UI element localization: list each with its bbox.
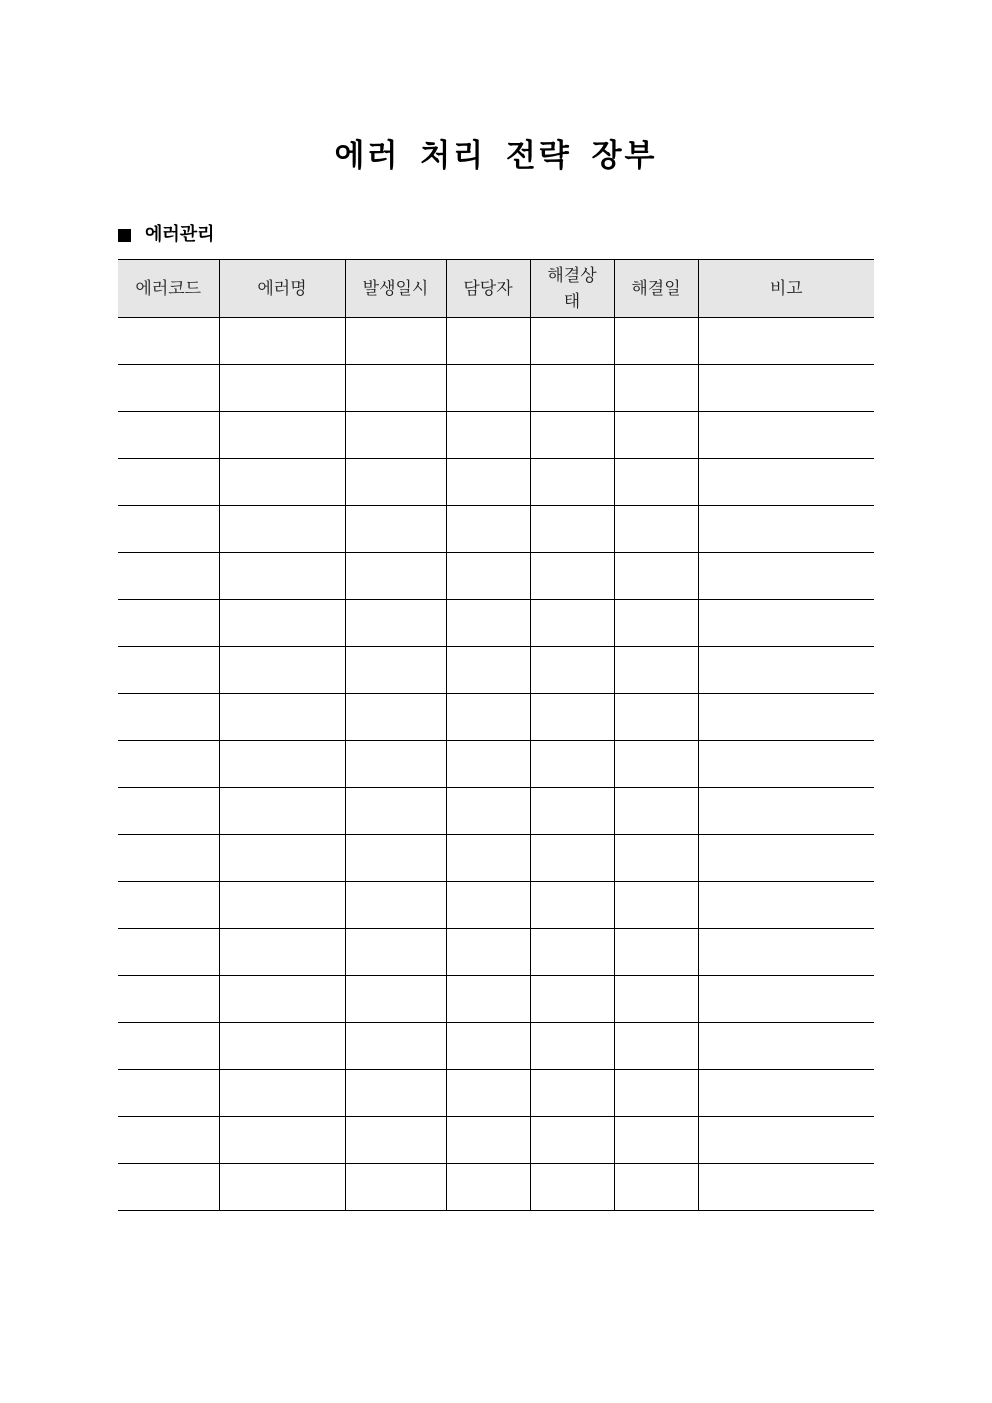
table-cell[interactable] xyxy=(118,506,219,553)
table-cell[interactable] xyxy=(446,1117,530,1164)
table-cell[interactable] xyxy=(698,506,874,553)
table-cell[interactable] xyxy=(446,506,530,553)
table-cell[interactable] xyxy=(219,694,345,741)
table-cell[interactable] xyxy=(118,1164,219,1211)
table-cell[interactable] xyxy=(118,976,219,1023)
table-cell[interactable] xyxy=(698,741,874,788)
table-cell[interactable] xyxy=(614,1023,698,1070)
table-row xyxy=(118,412,874,459)
table-cell[interactable] xyxy=(446,788,530,835)
table-cell[interactable] xyxy=(345,459,446,506)
table-cell[interactable] xyxy=(219,365,345,412)
header-error-name: 에러명 xyxy=(219,260,345,318)
table-cell[interactable] xyxy=(219,647,345,694)
table-cell[interactable] xyxy=(698,976,874,1023)
table-cell[interactable] xyxy=(345,1117,446,1164)
table-cell[interactable] xyxy=(698,412,874,459)
table-row xyxy=(118,600,874,647)
table-row xyxy=(118,788,874,835)
table-cell[interactable] xyxy=(614,835,698,882)
table-row xyxy=(118,1070,874,1117)
table-cell[interactable] xyxy=(698,929,874,976)
table-cell[interactable] xyxy=(446,1070,530,1117)
table-body xyxy=(118,318,874,1211)
table-row xyxy=(118,318,874,365)
table-cell[interactable] xyxy=(219,835,345,882)
table-row xyxy=(118,1023,874,1070)
table-cell[interactable] xyxy=(219,553,345,600)
table-cell[interactable] xyxy=(219,929,345,976)
table-row xyxy=(118,741,874,788)
table-cell[interactable] xyxy=(219,976,345,1023)
table-cell[interactable] xyxy=(446,1023,530,1070)
table-cell[interactable] xyxy=(118,741,219,788)
section-heading xyxy=(118,222,215,248)
table-cell[interactable] xyxy=(345,1023,446,1070)
table-row xyxy=(118,553,874,600)
table-cell[interactable] xyxy=(614,647,698,694)
table-cell[interactable] xyxy=(345,600,446,647)
table-cell[interactable] xyxy=(345,553,446,600)
table-cell[interactable] xyxy=(446,553,530,600)
table-cell[interactable] xyxy=(446,694,530,741)
table-cell[interactable] xyxy=(614,929,698,976)
table-row xyxy=(118,1164,874,1211)
table-cell[interactable] xyxy=(698,1117,874,1164)
table-cell[interactable] xyxy=(118,318,219,365)
table-cell[interactable] xyxy=(614,882,698,929)
table-row xyxy=(118,929,874,976)
error-management-table xyxy=(118,259,874,1211)
table-cell[interactable] xyxy=(118,835,219,882)
table-cell[interactable] xyxy=(118,600,219,647)
table-cell[interactable] xyxy=(446,318,530,365)
table-cell[interactable] xyxy=(530,459,614,506)
table-cell[interactable] xyxy=(530,506,614,553)
table-cell[interactable] xyxy=(530,1164,614,1211)
table-cell[interactable] xyxy=(219,882,345,929)
table-cell[interactable] xyxy=(614,553,698,600)
header-error-code: 에러코드 xyxy=(118,260,219,318)
table-cell[interactable] xyxy=(530,835,614,882)
table-cell[interactable] xyxy=(118,882,219,929)
table-cell[interactable] xyxy=(614,412,698,459)
table-row xyxy=(118,835,874,882)
table-cell[interactable] xyxy=(614,741,698,788)
header-assignee: 담당자 xyxy=(446,260,530,318)
table-cell[interactable] xyxy=(698,647,874,694)
table-cell[interactable] xyxy=(530,976,614,1023)
table-cell[interactable] xyxy=(530,929,614,976)
table-cell[interactable] xyxy=(446,600,530,647)
table-cell[interactable] xyxy=(345,835,446,882)
table-cell[interactable] xyxy=(446,929,530,976)
table-cell[interactable] xyxy=(614,459,698,506)
header-occurred-at: 발생일시 xyxy=(345,260,446,318)
table-cell[interactable] xyxy=(446,647,530,694)
table-row xyxy=(118,976,874,1023)
table-cell[interactable] xyxy=(118,1070,219,1117)
table-cell[interactable] xyxy=(530,553,614,600)
table-cell[interactable] xyxy=(446,459,530,506)
table-cell[interactable] xyxy=(345,788,446,835)
table-cell[interactable] xyxy=(614,1070,698,1117)
table-cell[interactable] xyxy=(446,1164,530,1211)
table-cell[interactable] xyxy=(530,647,614,694)
table-cell[interactable] xyxy=(698,600,874,647)
table-cell[interactable] xyxy=(345,365,446,412)
table-cell[interactable] xyxy=(118,365,219,412)
table-cell[interactable] xyxy=(446,976,530,1023)
table-cell[interactable] xyxy=(698,553,874,600)
table-cell[interactable] xyxy=(219,788,345,835)
table-cell[interactable] xyxy=(345,412,446,459)
table-cell[interactable] xyxy=(345,1070,446,1117)
table-header-row xyxy=(118,260,874,318)
table-cell[interactable] xyxy=(698,459,874,506)
table-cell[interactable] xyxy=(530,600,614,647)
table-cell[interactable] xyxy=(446,882,530,929)
table-cell[interactable] xyxy=(530,412,614,459)
table-row xyxy=(118,694,874,741)
table-cell[interactable] xyxy=(530,1070,614,1117)
section-heading-label: 에러관리 xyxy=(145,224,215,245)
table-cell[interactable] xyxy=(118,412,219,459)
table-cell[interactable] xyxy=(530,741,614,788)
table-cell[interactable] xyxy=(219,741,345,788)
table-cell[interactable] xyxy=(698,365,874,412)
table-cell[interactable] xyxy=(698,694,874,741)
page-title: 에러 처리 전략 장부 xyxy=(334,138,658,174)
table-row xyxy=(118,647,874,694)
table-cell[interactable] xyxy=(118,929,219,976)
table-cell[interactable] xyxy=(530,1023,614,1070)
table-cell[interactable] xyxy=(219,412,345,459)
table-cell[interactable] xyxy=(345,741,446,788)
header-resolution-status: 해결상태 xyxy=(530,260,614,318)
table-cell[interactable] xyxy=(698,1023,874,1070)
table-cell[interactable] xyxy=(530,365,614,412)
table-cell[interactable] xyxy=(118,459,219,506)
table-cell[interactable] xyxy=(345,694,446,741)
table-cell[interactable] xyxy=(219,1117,345,1164)
table-cell[interactable] xyxy=(219,1070,345,1117)
table-cell[interactable] xyxy=(614,365,698,412)
table-cell[interactable] xyxy=(345,1164,446,1211)
table-cell[interactable] xyxy=(446,412,530,459)
table-cell[interactable] xyxy=(219,459,345,506)
table-cell[interactable] xyxy=(219,506,345,553)
table-row xyxy=(118,1117,874,1164)
table-cell[interactable] xyxy=(118,647,219,694)
table-cell[interactable] xyxy=(614,600,698,647)
table-cell[interactable] xyxy=(345,318,446,365)
table-cell[interactable] xyxy=(698,1070,874,1117)
table-cell[interactable] xyxy=(530,788,614,835)
table-cell[interactable] xyxy=(698,1164,874,1211)
table-cell[interactable] xyxy=(530,318,614,365)
table-cell[interactable] xyxy=(698,835,874,882)
table-cell[interactable] xyxy=(345,647,446,694)
table-cell[interactable] xyxy=(345,882,446,929)
black-square-icon xyxy=(118,229,131,242)
table-cell[interactable] xyxy=(219,600,345,647)
table-cell[interactable] xyxy=(219,318,345,365)
table-cell[interactable] xyxy=(698,882,874,929)
table-row xyxy=(118,459,874,506)
table-cell[interactable] xyxy=(698,788,874,835)
table-cell[interactable] xyxy=(219,1023,345,1070)
table-row xyxy=(118,506,874,553)
table-cell[interactable] xyxy=(614,976,698,1023)
header-remarks: 비고 xyxy=(698,260,874,318)
table-cell[interactable] xyxy=(118,788,219,835)
table-cell[interactable] xyxy=(118,553,219,600)
table-cell[interactable] xyxy=(614,318,698,365)
table-row xyxy=(118,882,874,929)
table-cell[interactable] xyxy=(614,694,698,741)
table-cell[interactable] xyxy=(614,1117,698,1164)
table-cell[interactable] xyxy=(614,1164,698,1211)
table-cell[interactable] xyxy=(698,318,874,365)
table-cell[interactable] xyxy=(219,1164,345,1211)
header-resolved-date: 해결일 xyxy=(614,260,698,318)
table-row xyxy=(118,365,874,412)
table-cell[interactable] xyxy=(118,1117,219,1164)
table-cell[interactable] xyxy=(530,694,614,741)
table-cell[interactable] xyxy=(345,929,446,976)
table-cell[interactable] xyxy=(530,882,614,929)
table-cell[interactable] xyxy=(446,835,530,882)
table-cell[interactable] xyxy=(614,788,698,835)
table-cell[interactable] xyxy=(530,1117,614,1164)
table-cell[interactable] xyxy=(345,506,446,553)
table-cell[interactable] xyxy=(118,694,219,741)
table-cell[interactable] xyxy=(446,365,530,412)
table-cell[interactable] xyxy=(118,1023,219,1070)
table-cell[interactable] xyxy=(345,976,446,1023)
table-cell[interactable] xyxy=(446,741,530,788)
table-cell[interactable] xyxy=(614,506,698,553)
